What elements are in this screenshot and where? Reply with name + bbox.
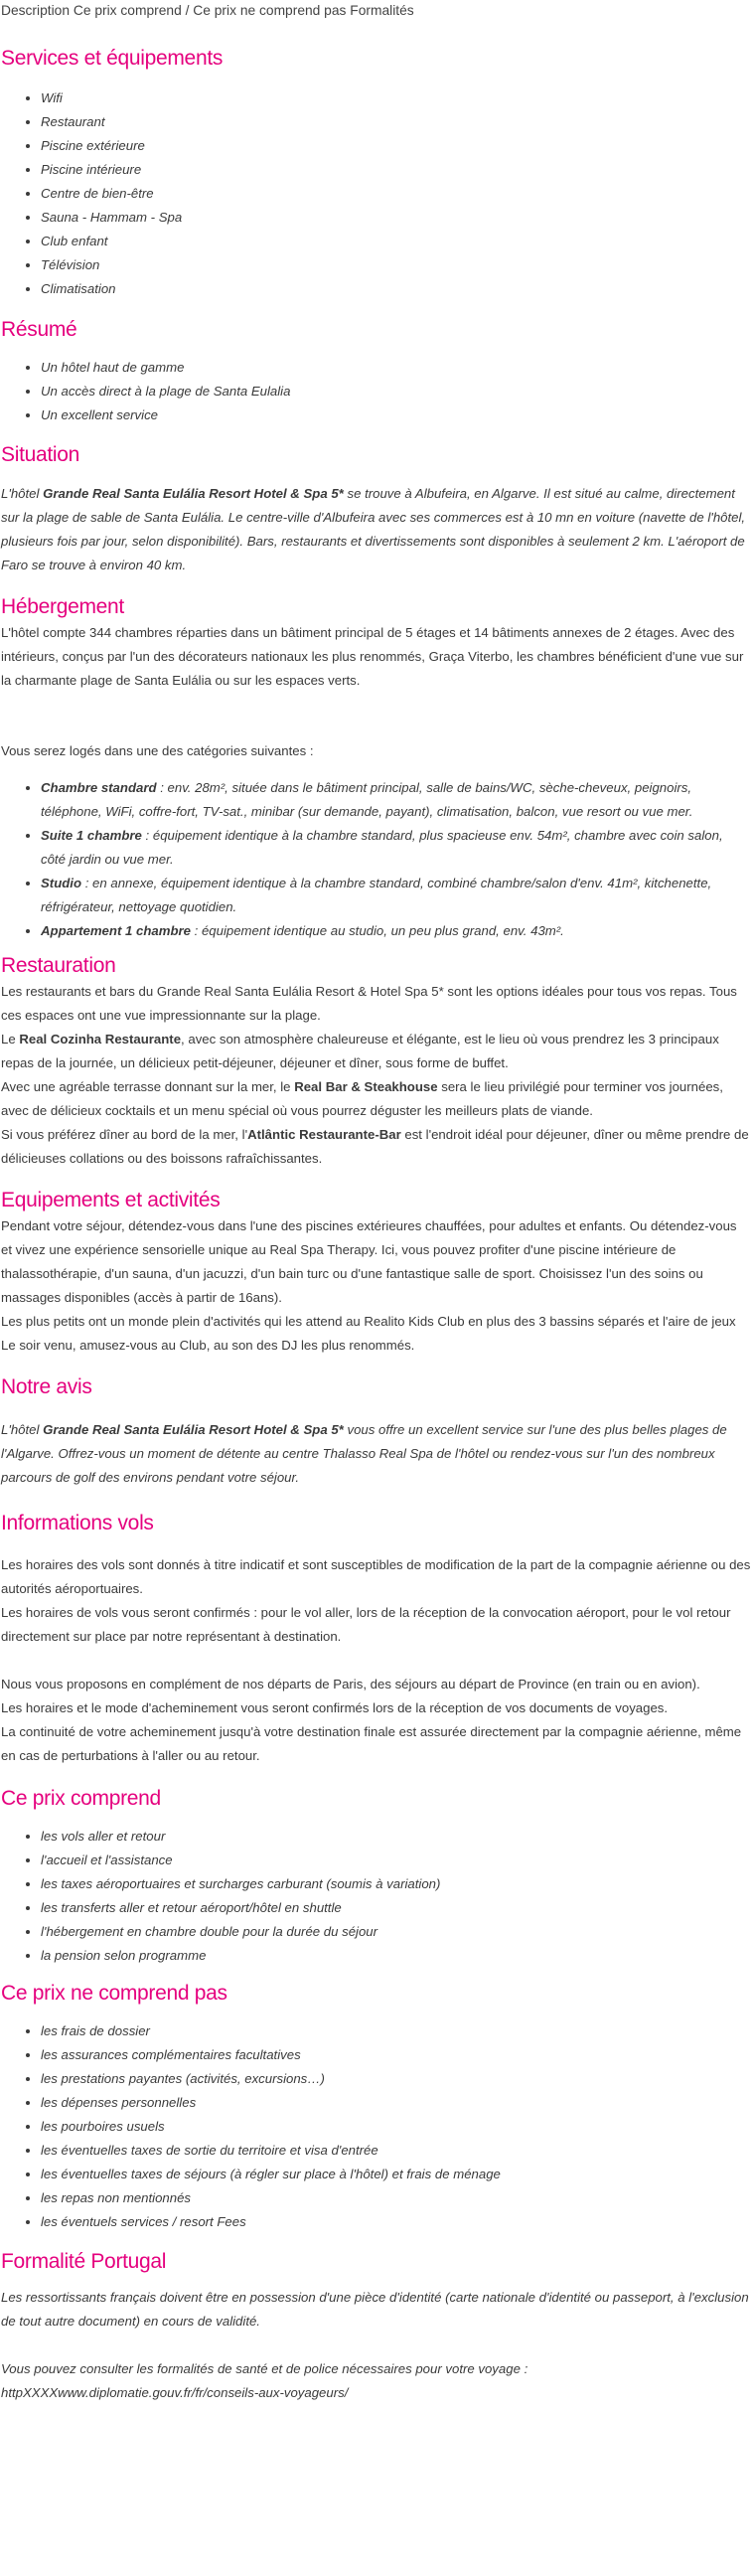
list-item: • les pourboires usuels <box>41 2115 751 2139</box>
list-item: • les vols aller et retour <box>41 1825 751 1849</box>
notre-avis-title: Notre avis <box>1 1375 92 1398</box>
tab-ce-prix-ne-comprend-pas[interactable]: Ce prix ne comprend pas <box>193 3 347 18</box>
vols-block-2 <box>1 1673 751 1768</box>
vols-p5: La continuité de votre acheminement jusqu'à votre destination finale est assurée directement par la compagnie aérienne, même en cas de perturbations à l'aller ou au retour. <box>1 1724 742 1763</box>
list-item: • Centre de bien-être <box>41 182 751 206</box>
restauration-p2-pre: Le <box>1 1032 20 1046</box>
list-item: • les éventuels services / resort Fees <box>41 2210 751 2234</box>
equipements-title: Equipements et activités <box>1 1189 221 1211</box>
room-desc: : env. 28m², située dans le bâtiment principal, salle de bains/WC, sèche-cheveux, peignoirs, téléphone, WiFi, coffre-fort, TV-sat., minibar (sur demande, payant), climatisation, balcon, vue resort ou vue mer. <box>41 780 693 819</box>
vols-title: Informations vols <box>1 1512 154 1534</box>
vols-p2: Les horaires de vols vous seront confirmés : pour le vol aller, lors de la réception de la convocation aéroport, pour le vol retour directement sur place par notre représentant à destination. <box>1 1605 731 1644</box>
room-name: Studio <box>41 876 82 890</box>
situation-text <box>1 482 751 577</box>
list-item: • l'accueil et l'assistance <box>41 1849 751 1872</box>
list-item: • les assurances complémentaires facultatives <box>41 2043 751 2067</box>
room-item <box>41 919 751 943</box>
list-item: • Un excellent service <box>41 403 751 427</box>
vols-p4: Les horaires et le mode d'acheminement vous seront confirmés lors de la réception de vos documents de voyages. <box>1 1700 669 1715</box>
notre-avis-hotel-name: Grande Real Santa Eulália Resort Hotel & Spa 5* <box>43 1422 344 1437</box>
situation-title: Situation <box>1 443 80 466</box>
restauration-p3 <box>1 1075 751 1123</box>
room-desc: : en annexe, équipement identique à la chambre standard, combiné chambre/salon d'env. 41m², kitchenette, réfrigérateur, nettoyage quotidien. <box>41 876 712 914</box>
list-item: • Restaurant <box>41 110 751 134</box>
tab-separator: / <box>185 3 190 18</box>
formalite-title: Formalité Portugal <box>1 2250 167 2273</box>
hebergement-title: Hébergement <box>1 595 124 618</box>
ne-comprend-list <box>1 2019 751 2234</box>
list-item: • les repas non mentionnés <box>41 2186 751 2210</box>
vols-p3: Nous vous proposons en complément de nos départs de Paris, des séjours au départ de Province (en train ou en avion). <box>1 1677 700 1691</box>
list-item: • l'hébergement en chambre double pour la durée du séjour <box>41 1920 751 1944</box>
situation-hotel-name: Grande Real Santa Eulália Resort Hotel & Spa 5* <box>43 486 344 501</box>
restauration-p3-pre: Avec une agréable terrasse donnant sur la mer, le <box>1 1079 295 1094</box>
categories-intro: Vous serez logés dans une des catégories suivantes : <box>1 743 314 758</box>
situation-pre: L'hôtel <box>1 486 44 501</box>
list-item: • Club enfant <box>41 230 751 253</box>
notre-avis-text <box>1 1418 751 1490</box>
room-name: Appartement 1 chambre <box>41 923 191 938</box>
list-item: • Télévision <box>41 253 751 277</box>
resume-title: Résumé <box>1 318 77 341</box>
hebergement-intro: L'hôtel compte 344 chambres réparties dans un bâtiment principal de 5 étages et 14 bâtiments annexes de 2 étages. Avec des intérieurs, conçus par l'un des décorateurs nationaux les plus renommés, Graça Viterbo, les chambres bénéficient d'une vue sur la charmante plage de Santa Eulália ou sur les espaces verts. <box>1 625 744 688</box>
list-item: • Un hôtel haut de gamme <box>41 356 751 380</box>
notre-avis-pre: L'hôtel <box>1 1422 44 1437</box>
restauration-p1: Les restaurants et bars du Grande Real Santa Eulália Resort & Hotel Spa 5* sont les options idéales pour tous vos repas. Tous ces espaces ont une vue impressionnante sur la plage. <box>1 984 737 1023</box>
vols-block-1 <box>1 1553 751 1649</box>
restauration-title: Restauration <box>1 954 116 977</box>
vols-p1: Les horaires des vols sont donnés à titre indicatif et sont susceptibles de modification de la part de la compagnie aérienne ou des autorités aéroportuaires. <box>1 1557 751 1596</box>
room-item <box>41 872 751 919</box>
room-name: Suite 1 chambre <box>41 828 142 843</box>
room-item <box>41 824 751 872</box>
list-item: • Piscine intérieure <box>41 158 751 182</box>
room-desc: : équipement identique au studio, un peu plus grand, env. 43m². <box>190 923 564 938</box>
list-item: • Climatisation <box>41 277 751 301</box>
comprend-list <box>1 1825 751 1968</box>
comprend-title: Ce prix comprend <box>1 1787 161 1810</box>
list-item: • les éventuelles taxes de sortie du territoire et visa d'entrée <box>41 2139 751 2163</box>
ne-comprend-title: Ce prix ne comprend pas <box>1 1982 227 2005</box>
list-item: • Un accès direct à la plage de Santa Eulalia <box>41 380 751 403</box>
room-name: Chambre standard <box>41 780 157 795</box>
restauration-p2 <box>1 1028 751 1075</box>
tab-ce-prix-comprend[interactable]: Ce prix comprend <box>73 3 182 18</box>
list-item: • les prestations payantes (activités, excursions…) <box>41 2067 751 2091</box>
notre-avis-post: vous offre un excellent service sur l'une des plus belles plages de l'Algarve. Offrez-vous un moment de détente au centre Thalasso Real Spa de l'hôtel ou rendez-vous sur l'un des nombreux parcours de golf des environs pendant votre séjour. <box>1 1422 727 1485</box>
list-item: • la pension selon programme <box>41 1944 751 1968</box>
list-item: • les transferts aller et retour aéroport/hôtel en shuttle <box>41 1896 751 1920</box>
tab-bar <box>1 0 751 22</box>
resume-list <box>1 356 751 427</box>
list-item: • Wifi <box>41 86 751 110</box>
list-item: • Sauna - Hammam - Spa <box>41 206 751 230</box>
room-desc: : équipement identique à la chambre standard, plus spacieuse env. 54m², chambre avec coin salon, côté jardin ou vue mer. <box>41 828 723 867</box>
bar-name: Real Bar & Steakhouse <box>294 1079 438 1094</box>
tab-description[interactable]: Description <box>1 3 71 18</box>
list-item: • les frais de dossier <box>41 2019 751 2043</box>
room-item <box>41 776 751 824</box>
atlantic-bar-name: Atlântic Restaurante-Bar <box>247 1127 401 1142</box>
situation-body: se trouve à Albufeira, en Algarve. Il est situé au calme, directement sur la plage de sable de Santa Eulália. Le centre-ville d'Albufeira avec ses commerces est à 10 mn en voiture (navette de l'hôtel, plusieurs fois par jour, selon disponibilité). Bars, restaurants et divertissements sont disponibles à seulement 2 km. L'aéroport de Faro se trouve à environ 40 km. <box>1 486 746 572</box>
tab-formalites[interactable]: Formalités <box>350 3 414 18</box>
restauration-p4-post: est l'endroit idéal pour déjeuner, dîner ou même prendre de délicieuses collations ou des boissons rafraîchissantes. <box>1 1127 749 1166</box>
rooms-list <box>1 776 751 943</box>
restauration-p3-post: sera le lieu privilégié pour terminer vos journées, avec de délicieux cocktails et un menu spécial où vous pourrez déguster les meilleurs plats de viande. <box>1 1079 723 1118</box>
restauration-p4 <box>1 1123 751 1171</box>
restauration-p4-pre: Si vous préférez dîner au bord de la mer, l' <box>1 1127 248 1142</box>
formalite-p2: Vous pouvez consulter les formalités de santé et de police nécessaires pour votre voyage : <box>1 2361 528 2376</box>
services-title: Services et équipements <box>1 47 224 70</box>
restauration-p2-post: , avec son atmosphère chaleureuse et élégante, est le lieu où vous prendrez les 3 principaux repas de la journée, un délicieux petit-déjeuner, déjeuner et dîner, sous forme de buffet. <box>1 1032 719 1070</box>
formalite-block-2 <box>1 2357 751 2405</box>
formalite-p1: Les ressortissants français doivent être en possession d'une pièce d'identité (carte nationale d'identité ou passeport, à l'exclusion de tout autre document) en cours de validité. <box>1 2290 749 2329</box>
restaurant-name: Real Cozinha Restaurante <box>19 1032 182 1046</box>
equipements-p1: Pendant votre séjour, détendez-vous dans l'une des piscines extérieures chauffées, pour adultes et enfants. Ou détendez-vous et vivez une expérience sensorielle unique au Real Spa Therapy. Ici, vous pouvez profiter d'une piscine intérieure de thalassothérapie, d'un sauna, d'un jacuzzi, d'un bain turc ou d'une fantastique salle de sport. Choisissez l'un des soins ou massages disponibles (accès à partir de 16ans). <box>1 1218 737 1305</box>
list-item: • les taxes aéroportuaires et surcharges carburant (soumis à variation) <box>41 1872 751 1896</box>
services-list <box>1 86 751 301</box>
list-item: • les dépenses personnelles <box>41 2091 751 2115</box>
equipements-p3: Le soir venu, amusez-vous au Club, au son des DJ les plus renommés. <box>1 1338 415 1353</box>
list-item: • les éventuelles taxes de séjours (à régler sur place à l'hôtel) et frais de ménage <box>41 2163 751 2186</box>
list-item: • Piscine extérieure <box>41 134 751 158</box>
equipements-p2: Les plus petits ont un monde plein d'activités qui les attend au Realito Kids Club en plus des 3 bassins séparés et l'aire de jeux <box>1 1314 736 1329</box>
formalite-link[interactable]: httpXXXXwww.diplomatie.gouv.fr/fr/conseils-aux-voyageurs/ <box>1 2385 349 2400</box>
